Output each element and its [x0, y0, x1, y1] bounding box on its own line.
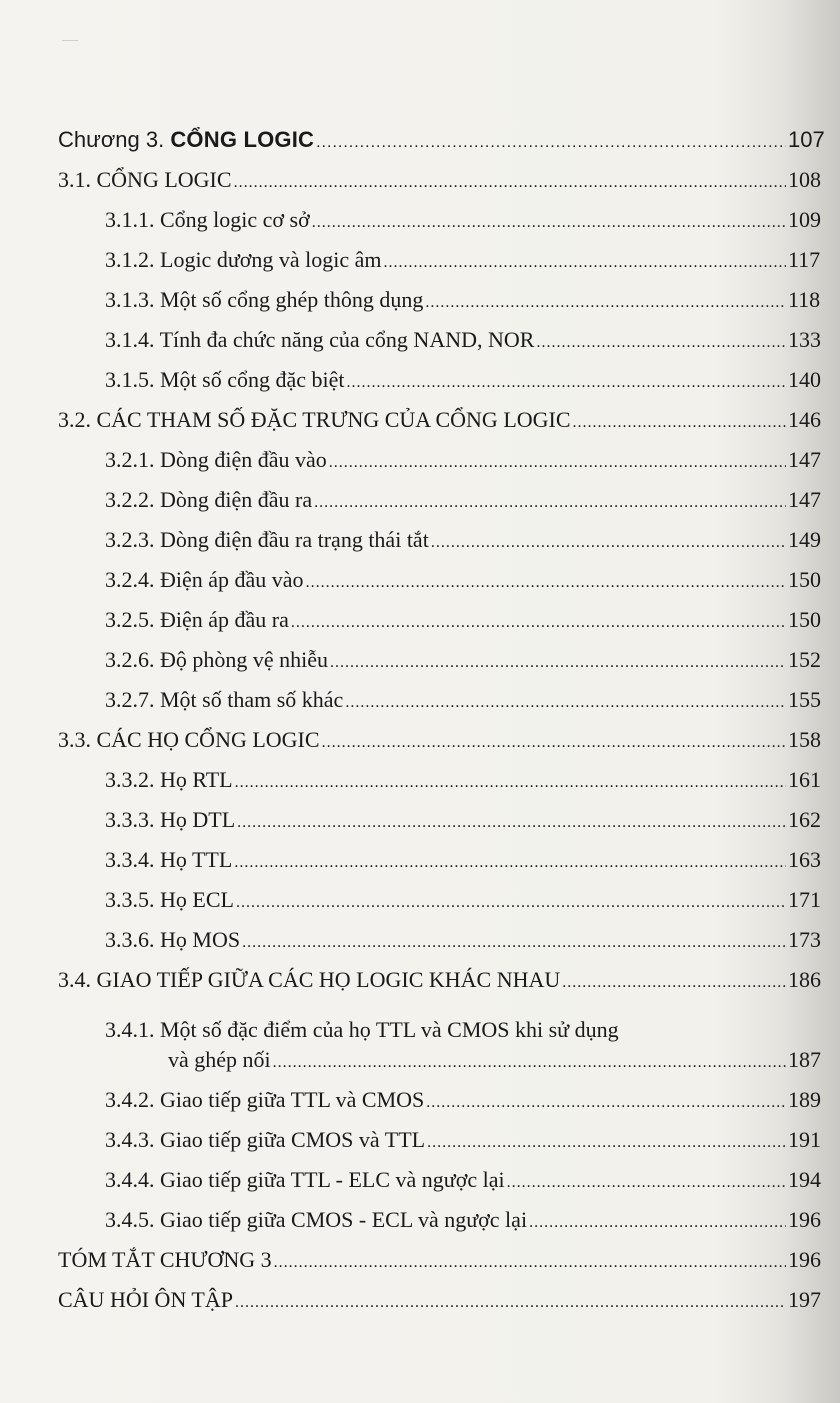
toc-label: 3.1. CỔNG LOGIC — [58, 167, 232, 192]
leader-dots — [291, 613, 786, 633]
toc-subsection[interactable] — [58, 357, 820, 397]
leader-dots — [562, 973, 786, 993]
leader-dots — [427, 1133, 786, 1153]
page-number: 173 — [788, 927, 821, 952]
toc-subsection[interactable] — [58, 677, 820, 717]
toc-subsection[interactable] — [58, 797, 820, 837]
leader-dots — [347, 373, 786, 393]
toc-label: 3.3.2. Họ RTL — [105, 767, 233, 792]
page-corner-mark — [62, 40, 78, 41]
leader-dots — [345, 693, 786, 713]
toc-label: 3.3.4. Họ TTL — [105, 847, 233, 872]
page-number: 187 — [788, 1047, 821, 1072]
toc-label: 3.2.3. Dòng điện đầu ra trạng thái tắt — [105, 527, 429, 552]
toc-subsection[interactable] — [58, 1077, 820, 1117]
page-number: 149 — [788, 527, 821, 552]
page-number: 107 — [788, 127, 825, 152]
leader-dots — [431, 533, 786, 553]
toc-subsection[interactable] — [58, 1197, 820, 1237]
toc-label: 3.4. GIAO TIẾP GIỮA CÁC HỌ LOGIC KHÁC NHAU — [58, 967, 561, 992]
toc-subsection[interactable] — [58, 237, 820, 277]
page-number: 186 — [788, 967, 821, 992]
page-number: 155 — [788, 687, 821, 712]
leader-dots — [274, 1253, 786, 1273]
toc-subsection[interactable] — [58, 197, 820, 237]
toc-label: 3.2.4. Điện áp đầu vào — [105, 567, 304, 592]
leader-dots — [234, 173, 786, 193]
page-number: 189 — [788, 1087, 821, 1112]
toc-subsection[interactable] — [58, 1117, 820, 1157]
leader-dots — [573, 413, 786, 433]
page-number: 147 — [788, 447, 821, 472]
toc-label: 3.4.1. Một số đặc điểm của họ TTL và CMOS khi sử dụng — [105, 1017, 619, 1042]
leader-dots — [237, 813, 786, 833]
toc-label: 3.4.5. Giao tiếp giữa CMOS - ECL và ngược lại — [105, 1207, 528, 1232]
leader-dots — [235, 773, 786, 793]
toc-label: 3.4.2. Giao tiếp giữa TTL và CMOS — [105, 1087, 425, 1112]
leader-dots — [329, 453, 786, 473]
toc-label: 3.2.5. Điện áp đầu ra — [105, 607, 289, 632]
leader-dots — [312, 213, 786, 233]
toc-label: 3.2.2. Dòng điện đầu ra — [105, 487, 313, 512]
toc-label: 3.1.4. Tính đa chức năng của cổng NAND, NOR — [105, 327, 535, 352]
page-number: 146 — [788, 407, 821, 432]
toc-subsection[interactable] — [58, 437, 820, 477]
leader-dots — [330, 653, 786, 673]
toc-subsection[interactable] — [58, 477, 820, 517]
leader-dots — [426, 1093, 786, 1113]
leader-dots — [529, 1213, 786, 1233]
page-number: 161 — [788, 767, 821, 792]
leader-dots — [507, 1173, 786, 1193]
toc-subsection[interactable] — [58, 597, 820, 637]
leader-dots — [236, 893, 786, 913]
toc-label: TÓM TẮT CHƯƠNG 3 — [58, 1247, 272, 1272]
toc-section[interactable] — [58, 1237, 820, 1277]
leader-dots — [322, 733, 786, 753]
toc-label: 3.2.7. Một số tham số khác — [105, 687, 344, 712]
leader-dots — [316, 133, 786, 153]
page-number: 158 — [788, 727, 821, 752]
toc-label-continuation: và ghép nối — [168, 1047, 271, 1072]
toc-label: 3.4.3. Giao tiếp giữa CMOS và TTL — [105, 1127, 426, 1152]
toc-section[interactable] — [58, 957, 820, 997]
page-number: 140 — [788, 367, 821, 392]
page-number: 196 — [788, 1207, 821, 1232]
page-number: 108 — [788, 167, 821, 192]
page-number: 147 — [788, 487, 821, 512]
leader-dots — [384, 253, 786, 273]
page-number: 194 — [788, 1167, 821, 1192]
toc-subsection[interactable] — [58, 637, 820, 677]
toc-label: 3.1.2. Logic dương và logic âm — [105, 247, 382, 272]
chapter-title: CỔNG LOGIC — [170, 127, 315, 152]
toc-label: 3.1.5. Một số cổng đặc biệt — [105, 367, 345, 392]
toc-label: 3.1.3. Một số cổng ghép thông dụng — [105, 287, 424, 312]
toc-subsection[interactable] — [58, 557, 820, 597]
toc-label: 3.1.1. Cổng logic cơ sở — [105, 207, 310, 232]
toc-subsection[interactable] — [58, 277, 820, 317]
toc-subsection[interactable] — [58, 317, 820, 357]
page-number: 150 — [788, 607, 821, 632]
page-number: 152 — [788, 647, 821, 672]
toc-subsection[interactable] — [58, 517, 820, 557]
leader-dots — [314, 493, 786, 513]
leader-dots — [536, 333, 786, 353]
toc-label: CÂU HỎI ÔN TẬP — [58, 1287, 233, 1312]
page-number: 191 — [788, 1127, 821, 1152]
toc-label: 3.2. CÁC THAM SỐ ĐẶC TRƯNG CỦA CỔNG LOGIC — [58, 407, 571, 432]
toc-subsection[interactable] — [58, 1157, 820, 1197]
page-number: 162 — [788, 807, 821, 832]
leader-dots — [235, 1293, 786, 1313]
toc-section[interactable] — [58, 1277, 820, 1317]
toc-subsection[interactable] — [58, 757, 820, 797]
toc-label: 3.3.5. Họ ECL — [105, 887, 234, 912]
page-number: 117 — [788, 247, 821, 272]
toc-section[interactable] — [58, 717, 820, 757]
page-number: 133 — [788, 327, 821, 352]
toc-subsection[interactable] — [58, 877, 820, 917]
leader-dots — [306, 573, 786, 593]
toc-label: 3.4.4. Giao tiếp giữa TTL - ELC và ngược lại — [105, 1167, 505, 1192]
toc-label: 3.2.6. Độ phòng vệ nhiễu — [105, 647, 329, 672]
page-number: 171 — [788, 887, 821, 912]
page-number: 197 — [788, 1287, 821, 1312]
page-number: 109 — [788, 207, 821, 232]
toc-section[interactable] — [58, 397, 820, 437]
toc-label: 3.3.6. Họ MOS — [105, 927, 241, 952]
toc-chapter-heading[interactable] — [58, 117, 825, 157]
page-number: 196 — [788, 1247, 821, 1272]
toc-label: 3.3. CÁC HỌ CỔNG LOGIC — [58, 727, 320, 752]
toc-label: 3.2.1. Dòng điện đầu vào — [105, 447, 327, 472]
page-number: 118 — [788, 287, 821, 312]
toc-subsection[interactable] — [58, 997, 820, 1077]
toc-section[interactable] — [58, 157, 820, 197]
leader-dots — [273, 1053, 786, 1073]
leader-dots — [425, 293, 786, 313]
page-number: 163 — [788, 847, 821, 872]
toc-subsection[interactable] — [58, 917, 820, 957]
table-of-contents — [58, 117, 825, 1317]
page-number: 150 — [788, 567, 821, 592]
leader-dots — [242, 933, 786, 953]
chapter-prefix: Chương 3. — [58, 127, 171, 152]
toc-subsection[interactable] — [58, 837, 820, 877]
leader-dots — [234, 853, 786, 873]
toc-label: 3.3.3. Họ DTL — [105, 807, 236, 832]
